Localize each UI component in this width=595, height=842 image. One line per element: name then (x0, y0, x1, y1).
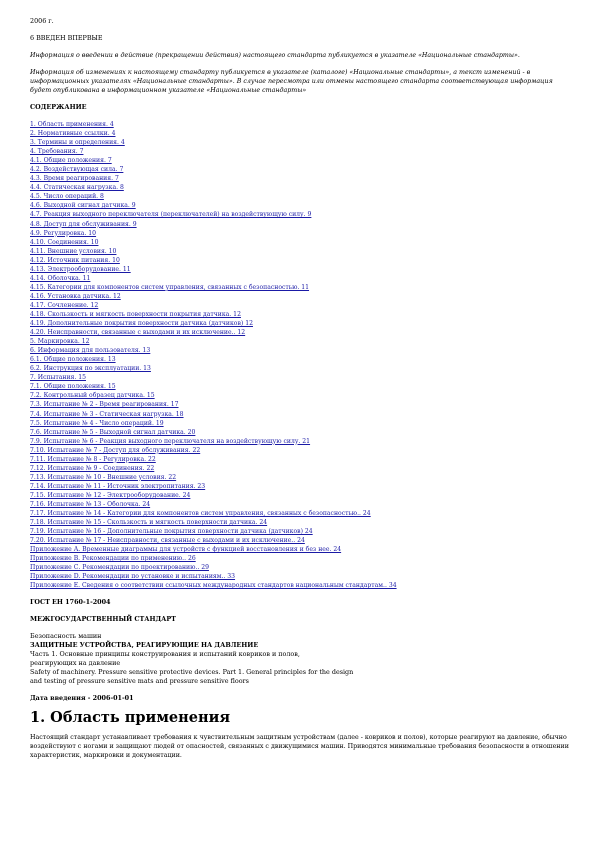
toc-item (30, 301, 575, 310)
toc-link[interactable]: 7.5. Испытание № 4 - Число операций. 19 (30, 419, 164, 427)
toc-item (30, 382, 575, 391)
toc-item (30, 328, 575, 337)
toc-link[interactable]: 7. Испытания. 15 (30, 374, 86, 382)
toc-item (30, 364, 575, 373)
toc-item (30, 210, 575, 219)
toc-link[interactable]: 4.3. Время реагирования. 7 (30, 175, 119, 183)
toc-item (30, 319, 575, 328)
toc-link[interactable]: 4.9. Регулировка. 10 (30, 229, 97, 237)
toc-item (30, 373, 575, 382)
toc-item (30, 129, 575, 138)
toc-link[interactable]: 7.6. Испытание № 5 - Выходной сигнал датчика. 20 (30, 428, 196, 436)
toc-link[interactable]: 4.20. Неисправности, связанные с выходами и их исключение.. 12 (30, 329, 246, 337)
toc-link[interactable]: 6.1. Общие положения. 13 (30, 356, 116, 364)
section-paragraph: Настоящий стандарт устанавливает требования к чувствительным защитным устройствам (далее - ковриков и полов), которые реагируют на давление, обычно воздействуют с ногами и защищают людей от опасностей, связанных с движущимися машин. Приводятся минимальные требования безопасности в отношении характеристик, маркировки и документации. (30, 734, 569, 760)
toc-item (30, 581, 575, 590)
toc-link[interactable]: 7.1. Общие положения. 15 (30, 383, 116, 391)
toc-link[interactable]: 7.11. Испытание № 8 - Регулировка. 22 (30, 455, 156, 463)
toc-link[interactable]: 4.2. Воздействующая сила. 7 (30, 166, 124, 174)
toc-link[interactable]: 5. Маркировка. 12 (30, 338, 90, 346)
first-edition-line: 6 ВВЕДЕН ВПЕРВЫЕ (30, 34, 103, 42)
toc-item (30, 518, 575, 527)
toc-item (30, 527, 575, 536)
toc-link[interactable]: 4.19. Дополнительные покрытия поверхности датчика (датчиков) 12 (30, 320, 253, 328)
toc-item (30, 283, 575, 292)
toc-link[interactable]: 4.10. Соединения. 10 (30, 238, 99, 246)
standard-title: ЗАЩИТНЫЕ УСТРОЙСТВА, РЕАГИРУЮЩИЕ НА ДАВЛЕНИЕ (30, 641, 259, 650)
toc-item (30, 256, 575, 265)
toc-link[interactable]: 7.10. Испытание № 7 - Доступ для обслуживания. 22 (30, 446, 201, 454)
toc-link[interactable]: 4.5. Число операций. 8 (30, 193, 104, 201)
toc-link[interactable]: 4.18. Скользкость и мягкость поверхности покрытия датчика. 12 (30, 310, 241, 318)
toc-link[interactable]: 7.13. Испытание № 10 - Внешние условия. 22 (30, 473, 177, 481)
toc-link[interactable]: Приложение Е. Сведения о соответствии ссылочных международных стандартов национальным стандартам.. 34 (30, 582, 397, 590)
toc-link[interactable]: 7.19. Испытание № 16 - Дополнительные покрытия поверхности датчика (датчиков) 24 (30, 528, 313, 536)
standard-subtitle-2: реагирующих на давление (30, 659, 121, 668)
toc-link[interactable]: 4.7. Реакция выходного переключателя (переключателей) на воздействующую силу. 9 (30, 211, 312, 219)
document-page (30, 17, 575, 760)
year-line: 2006 г. (30, 17, 54, 25)
toc-item (30, 265, 575, 274)
toc-item (30, 292, 575, 301)
toc-item (30, 391, 575, 400)
toc-link[interactable]: Приложение В. Рекомендации по применению.. 26 (30, 555, 196, 563)
toc-link[interactable]: Приложение С. Рекомендации по проектированию.. 29 (30, 564, 209, 572)
standard-series: Безопасность машин (30, 632, 102, 641)
toc-link[interactable]: Приложение D. Рекомендации по установке и испытаниям.. 33 (30, 573, 236, 581)
toc-item (30, 310, 575, 319)
info-paragraph-2: Информация об изменениях к настоящему стандарту публикуется в указателе (каталоге) «Национальные стандарты», а текст изменений - в информационных указателях «Национальные стандарты». В случае пересмотра или отмены настоящего стандарта соответствующая информация будет опубликована в информационном указателе «Национальные стандарты» (30, 69, 553, 94)
toc-item (30, 572, 575, 581)
info-paragraph-1: Информация о введении в действие (прекращении действия) настоящего стандарта публикуется в указателе «Национальные стандарты». (30, 52, 520, 59)
toc-link[interactable]: 7.2. Контрольный образец датчика. 15 (30, 392, 155, 400)
toc-item (30, 545, 575, 554)
toc-link[interactable]: 1. Область применения. 4 (30, 121, 114, 128)
toc-item (30, 419, 575, 428)
toc-item (30, 536, 575, 545)
table-of-contents (30, 120, 575, 590)
toc-item (30, 428, 575, 437)
introduction-date: Дата введения - 2006-01-01 (30, 694, 134, 703)
toc-link[interactable]: 7.14. Испытание № 11 - Источник электропитания. 23 (30, 482, 206, 490)
standard-title-en-2: and testing of pressure sensitive mats and pressure sensitive floors (30, 677, 249, 686)
toc-item (30, 337, 575, 346)
toc-link[interactable]: 4.11. Внешние условия. 10 (30, 247, 117, 255)
toc-link[interactable]: 7.15. Испытание № 12 - Электрооборудование. 24 (30, 491, 191, 499)
toc-link[interactable]: 4.4. Статическая нагрузка. 8 (30, 184, 124, 192)
toc-link[interactable]: 4.8. Доступ для обслуживания. 9 (30, 220, 137, 228)
toc-link[interactable]: 4.15. Категории для компонентов систем управления, связанных с безопасностью. 11 (30, 283, 310, 291)
toc-item (30, 473, 575, 482)
toc-link[interactable]: 7.20. Испытание № 17 - Неисправности, связанные с выходами и их исключение.. 24 (30, 537, 305, 545)
toc-link[interactable]: 3. Термины и определения. 4 (30, 139, 125, 147)
toc-item (30, 156, 575, 165)
toc-item (30, 274, 575, 283)
toc-link[interactable]: 2. Нормативные ссылки. 4 (30, 130, 116, 138)
toc-item (30, 554, 575, 563)
toc-item (30, 229, 575, 238)
section-heading: 1. Область применения (30, 709, 231, 727)
toc-item (30, 192, 575, 201)
toc-item (30, 482, 575, 491)
toc-link[interactable]: 4.17. Сочленение. 12 (30, 301, 99, 309)
toc-item (30, 174, 575, 183)
toc-item (30, 491, 575, 500)
toc-item (30, 183, 575, 192)
toc-link[interactable]: 4.6. Выходной сигнал датчика. 9 (30, 202, 136, 210)
toc-link[interactable]: 4.13. Электрооборудование. 11 (30, 265, 131, 273)
toc-link[interactable]: 7.17. Испытание № 14 - Категории для компонентов систем управления, связанных с безопасностью.. 24 (30, 510, 371, 518)
toc-link[interactable]: Приложение А. Временные диаграммы для устройств с функцией восстановления и без нее. 24 (30, 546, 342, 554)
toc-link[interactable]: 6. Информация для пользователя. 13 (30, 347, 151, 355)
toc-link[interactable]: 4. Требования. 7 (30, 148, 84, 156)
toc-item (30, 138, 575, 147)
toc-item (30, 355, 575, 364)
toc-item (30, 437, 575, 446)
toc-link[interactable]: 4.14. Оболочка. 11 (30, 274, 91, 282)
toc-item (30, 346, 575, 355)
toc-link[interactable]: 7.18. Испытание № 15 - Скользкость и мягкость поверхности датчика. 24 (30, 519, 268, 527)
toc-item (30, 165, 575, 174)
toc-item (30, 464, 575, 473)
toc-heading: СОДЕРЖАНИЕ (30, 103, 87, 111)
toc-item (30, 446, 575, 455)
toc-item (30, 120, 575, 129)
toc-item (30, 500, 575, 509)
standard-subtitle-1: Часть 1. Основные принципы конструирования и испытаний ковриков и полов, (30, 650, 300, 659)
toc-link[interactable]: 7.12. Испытание № 9 - Соединения. 22 (30, 464, 155, 472)
toc-link[interactable]: 4.12. Источник питания. 10 (30, 256, 120, 264)
toc-link[interactable]: 7.4. Испытание № 3 - Статическая нагрузка. 18 (30, 410, 184, 418)
toc-link[interactable]: 7.9. Испытание № 6 - Реакция выходного переключателя на воздействующую силу. 21 (30, 437, 311, 445)
toc-item (30, 400, 575, 409)
standard-code: ГОСТ ЕН 1760-1-2004 (30, 598, 111, 607)
toc-link[interactable]: 7.16. Испытание № 13 - Оболочка. 24 (30, 500, 151, 508)
toc-item (30, 247, 575, 256)
toc-item (30, 201, 575, 210)
toc-item (30, 238, 575, 247)
toc-item (30, 563, 575, 572)
toc-item (30, 220, 575, 229)
toc-item (30, 509, 575, 518)
toc-link[interactable]: 7.3. Испытание № 2 - Время реагирования. 17 (30, 401, 179, 409)
toc-link[interactable]: 4.16. Установка датчика. 12 (30, 292, 121, 300)
standard-type: МЕЖГОСУДАРСТВЕННЫЙ СТАНДАРТ (30, 615, 176, 624)
toc-item (30, 147, 575, 156)
toc-link[interactable]: 6.2. Инструкция по эксплуатации. 13 (30, 365, 151, 373)
toc-item (30, 455, 575, 464)
toc-link[interactable]: 4.1. Общие положения. 7 (30, 157, 112, 165)
toc-item (30, 410, 575, 419)
standard-title-en-1: Safety of machinery. Pressure sensitive protective devices. Part 1. General principles for the design (30, 668, 354, 677)
